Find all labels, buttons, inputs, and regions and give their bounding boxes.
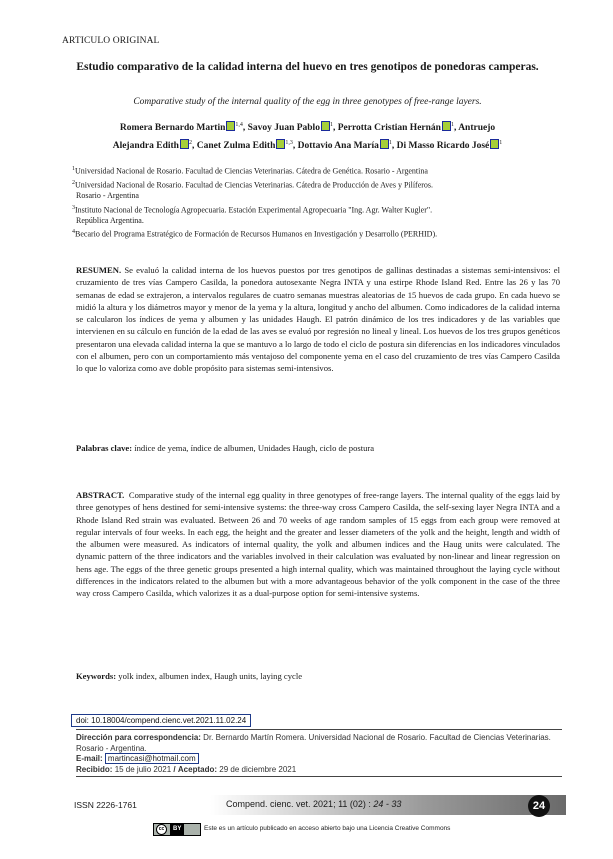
affiliation-number: 4 [72,229,75,236]
affiliation-item [72,227,562,240]
page-number: 24 [528,795,550,817]
email-line [76,754,562,765]
cc-icon: cc [156,824,167,835]
affiliation-text: República Argentina. [76,215,144,225]
orcid-icon[interactable] [180,139,189,149]
resumen-paragraph [76,264,560,375]
abstract-label: ABSTRACT. [76,490,125,500]
affiliation-text: Universidad Nacional de Rosario. Facultad de Ciencias Veterinarias. Cátedra de Producción de Aves y Pilíferos. [75,180,434,190]
keywords-label: Keywords: [76,671,117,681]
palabras-clave-text: índice de yema, índice de albumen, Unidades Haugh, ciclo de postura [134,443,375,453]
author-name: Dottavio Ana María [297,141,379,152]
resumen-text: Se evaluó la calidad interna de los huevos puestos por tres genotipos de gallinas destinadas a sistemas semi-intensivos: el cruzamiento de tres vías Campero Casilda, la ponedora autosexante Negra INTA y una estirpe Rhode Island Red. Entre las 26 y las 70 semanas de edad se extrajeron, a intervalos regulares de cuatro semanas muestras aleatorias de 15 huevos de cada grupo. En cada huevo se midió la altura y los diámetros mayor y menor de la yema y la altura, longitud y ancho del albumen. Como indicadores de la calidad interna se calcularon los índices de yema y albumen y las unidades Haugh. El patrón dinámico de los tres indicadores y de las variables que intervienen en su cálculo en función de la edad de las aves se evaluó por regresión no lineal y lineal. Los huevos de los tres grupos genéticos presentaron una elevada calidad interna la que se mantuvo a lo largo de todo el ciclo de postura sin diferencias en los indicadores vinculados con el albumen, pero con un comportamiento más ventajoso del componente yema en el caso del cruzamiento de tres vías Campero Casilda lo que lo valoriza como ave doble propósito para sistemas semi-intensivos. [76,265,560,374]
author-name: Perrotta Cristian Hernán [337,123,441,134]
doi-link[interactable]: doi: 10.18004/compend.cienc.vet.2021.11.02.24 [71,714,251,727]
by-icon: BY [170,824,184,835]
resumen-label: RESUMEN. [76,265,122,275]
abstract-paragraph [76,489,560,600]
author-name: Di Masso Ricardo José [396,141,490,152]
journal-citation [226,799,401,809]
affiliation-number: 1 [72,166,75,172]
affiliation-item [72,178,562,202]
dates-line: Recibido: 15 de julio 2021 / Aceptado: 29 de diciembre 2021 [76,764,297,774]
affiliation-number: 2 [72,180,75,187]
author-name: Romera Bernardo Martin [119,123,226,134]
issn: ISSN 2226-1761 [74,800,137,810]
author-line-1: Romera Bernardo Martin $^{1,4}$, Savoy Juan Pablo $^1$, Perrotta Cristian Hernán $^1$, Antruejo [119,122,496,134]
article-subtitle: Comparative study of the internal quality of the egg in three genotypes of free-range layers. [133,97,482,107]
keywords [76,670,560,682]
email-link[interactable]: martincasi@hotmail.com [105,753,199,764]
author-affiliation-ref: 1 [329,122,333,128]
correspondence-line [76,733,562,754]
affiliation-item [72,164,562,177]
abstract-text: Comparative study of the internal egg quality in three genotypes of free-range layers. The internal quality of the eggs laid by three genotypes of hens destined for semi-intensive systems: the three-way cross Campero Casilda, the self-sexing layer Negra INTA and a Rhode Island Red strain was evaluated. Between 26 and 70 weeks of age random samples of 15 eggs from each group were removed at regular intervals of four weeks. In each egg, the height and the greater and lesser diameters of the yolk and the height, length and width of the albumen were measured. As indicators of internal quality, the yolk and albumen indices and the Haug units were calculated. The dynamic pattern of the three indicators and the variables involved in their calculation was evaluated by non-linear and linear regression on hens age. The eggs of the three genetic groups presented a high internal quality, which was maintained throughout the laying cycle without differences in the indicators related to the albumen but with a more advantageous behavior of the yolk component in the case of the three way cross Campero Casilda, which valorizes it as a dual-purpose option for semi-intensive systems. [76,490,561,599]
orcid-icon[interactable] [490,139,499,149]
orcid-icon[interactable] [321,121,330,131]
correspondence-block [76,733,562,775]
received-date: 15 de julio 2021 [114,764,172,774]
correspondence-text: Dr. Bernardo Martín Romera. Universidad Nacional de Rosario. Facultad de Ciencias Veterinarias. Rosario - Argentina. [76,733,551,753]
affiliation-text: Rosario - Argentina [76,191,139,201]
author-affiliation-ref: 1 [450,122,454,128]
journal-name: Compend. cienc. vet. 2021; 11 (02) : [226,799,374,809]
cc-license-badge[interactable] [153,823,201,836]
palabras-clave-label: Palabras clave: [76,443,133,453]
affiliation-text: Instituto Nacional de Tecnología Agropecuaria. Estación Experimental Agropecuaria "Ing. Agr. Walter Kugler". [75,205,433,215]
divider [76,729,562,730]
author-affiliation-ref: 2 [188,140,192,147]
divider [76,776,562,777]
correspondence-label: Dirección para correspondencia: [76,733,201,742]
palabras-clave [76,442,560,454]
page-range: 24 - 33 [373,799,402,809]
section-label: ARTICULO ORIGINAL [62,36,160,46]
affiliation-text: Becario del Programa Estratégico de Formación de Recursos Humanos en Investigación y Desarrollo (PERHID). [75,230,438,240]
affiliations [72,164,562,242]
author-name: Alejandra Edith [112,141,179,152]
email-label: E-mail: [76,754,103,763]
accepted-label: Aceptado: [177,764,218,774]
author-name: Savoy Juan Pablo [247,123,320,134]
author-affiliation-ref: 1 [499,140,503,147]
orcid-icon[interactable] [380,139,389,149]
author-affiliation-ref: 1 [388,140,392,147]
article-title: Estudio comparativo de la calidad interna del huevo en tres genotipos de ponedoras camperas. [76,61,539,73]
affiliation-number: 3 [72,204,75,211]
keywords-text: yolk index, albumen index, Haugh units, laying cycle [118,671,303,681]
received-label: Recibido: [76,764,113,774]
affiliation-text: Universidad Nacional de Rosario. Facultad de Ciencias Veterinarias. Cátedra de Genética. Rosario - Argentina [75,166,428,176]
author-affiliation-ref: 1,3 [285,140,293,147]
author-name: Canet Zulma Edith [196,141,276,152]
license-text: Este es un artículo publicado en acceso abierto bajo una Licencia Creative Commons [204,825,451,832]
author-affiliation-ref: 1,4 [235,122,243,128]
affiliation-item [72,203,562,227]
author-line-2: Alejandra Edith $^2$, Canet Zulma Edith $^{1,3}$, Dottavio Ana María $^1$, Di Masso Ricardo José $^1$ [112,140,503,152]
author-list [70,118,545,154]
orcid-icon[interactable] [442,121,451,131]
accepted-date: 29 de diciembre 2021 [219,764,297,774]
author-name: Antruejo [458,123,496,134]
